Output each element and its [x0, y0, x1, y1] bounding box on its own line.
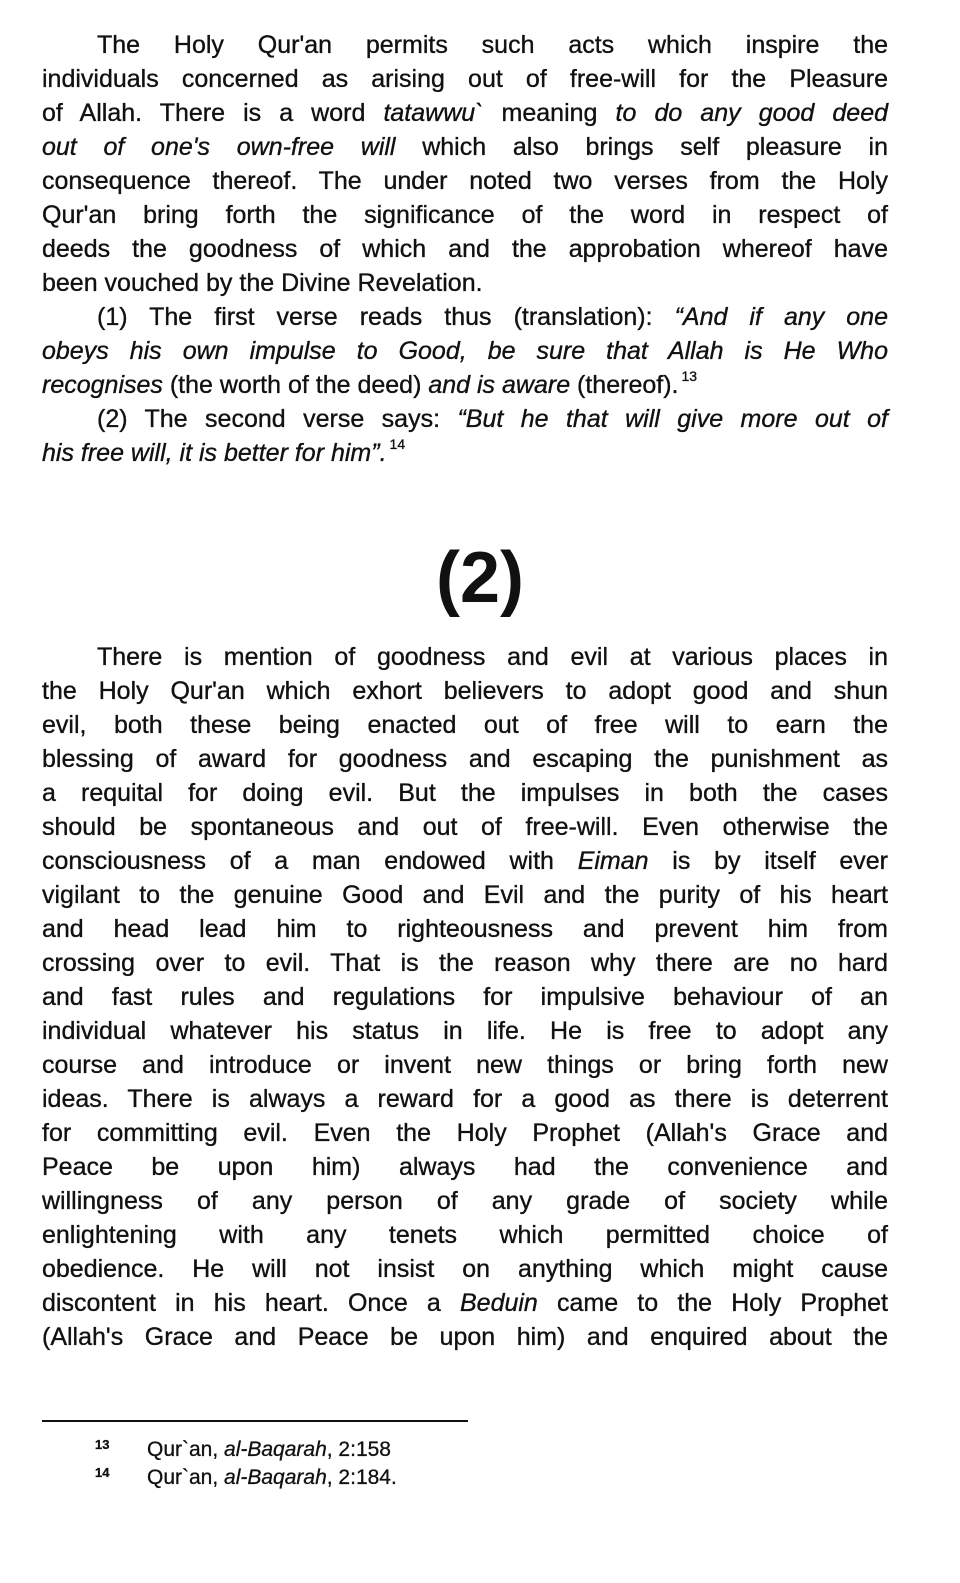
footnote-verse: , 2:158 [326, 1438, 391, 1461]
text-line [42, 640, 888, 674]
paragraph-verses [42, 28, 888, 470]
text-line [42, 844, 888, 878]
text-run: course and introduce or invent new things or bring forth new [42, 1051, 888, 1079]
footnote-surah: al-Baqarah [224, 1438, 327, 1461]
footnote-verse: , 2:184. [326, 1466, 397, 1489]
text-run: and head lead him to righteousness and prevent him from [42, 915, 888, 943]
text-run: crossing over to evil. That is the reason why there are no hard [42, 949, 888, 977]
text-line [42, 1218, 888, 1252]
section-heading: (2) [436, 538, 524, 618]
text-run: Peace be upon him) always had the convenience and [42, 1153, 888, 1181]
text-run: (Allah's Grace and Peace be upon him) and enquired about the [42, 1323, 888, 1351]
text-run: evil, both these being enacted out of free will to earn the [42, 711, 888, 739]
italic-text: “And if any one [674, 303, 888, 331]
text-line [42, 742, 888, 776]
text-line [42, 402, 888, 436]
text-line [42, 436, 888, 470]
italic-text: his free will, it is better for him”. [42, 439, 387, 467]
text-run: a requital for doing evil. But the impulses in both the cases [42, 779, 888, 807]
text-line [42, 878, 888, 912]
text-run: individual whatever his status in life. He is free to adopt any [42, 1017, 888, 1045]
text-run: came to the Holy Prophet [537, 1289, 888, 1317]
text-run: should be spontaneous and out of free-will. Even otherwise the [42, 813, 888, 841]
text-run: vigilant to the genuine Good and Evil and the purity of his heart [42, 881, 888, 909]
footnote-reference: 14 [389, 436, 406, 452]
italic-text: Eiman [577, 847, 649, 875]
text-line [42, 62, 888, 96]
footnote-reference: 13 [681, 368, 698, 384]
text-run: (the worth of the deed) [162, 371, 429, 399]
text-run: the Holy Qur'an which exhort believers to adopt good and shun [42, 677, 888, 705]
text-line [42, 130, 888, 164]
text-line [42, 1320, 888, 1354]
text-line [42, 266, 888, 300]
footnote-divider [42, 1420, 468, 1422]
text-run: (2) The second verse says: [97, 405, 458, 433]
text-line [42, 1082, 888, 1116]
text-run: which also brings self pleasure in [395, 133, 888, 161]
footnote-13 [95, 1436, 397, 1464]
text-line [42, 1048, 888, 1082]
footnotes [95, 1436, 397, 1492]
footnote-text [147, 1464, 397, 1492]
text-run: (1) The first verse reads thus (translation): [97, 303, 675, 331]
text-line [42, 96, 888, 130]
text-run: individuals concerned as arising out of free-will for the Pleasure [42, 65, 888, 93]
footnote-number: 13 [95, 1437, 110, 1452]
italic-text: Beduin [459, 1289, 538, 1317]
text-run: consciousness of a man endowed with [42, 847, 578, 875]
text-line [42, 1184, 888, 1218]
text-run: is by itself ever [648, 847, 888, 875]
text-run: ideas. There is always a reward for a good as there is deterrent [42, 1085, 888, 1113]
footnote-14 [95, 1464, 397, 1492]
text-line [42, 300, 888, 334]
footnote-number: 14 [95, 1465, 110, 1480]
text-line [42, 674, 888, 708]
text-run: There is mention of goodness and evil at various places in [97, 643, 888, 671]
text-line [42, 1014, 888, 1048]
text-run: Qur'an bring forth the significance of the word in respect of [42, 201, 888, 229]
italic-text: and is aware [428, 371, 571, 399]
text-line [42, 1252, 888, 1286]
text-run: of Allah. There is a word [42, 99, 384, 127]
text-line [42, 912, 888, 946]
text-run: and fast rules and regulations for impulsive behaviour of an [42, 983, 888, 1011]
text-run: willingness of any person of any grade of society while [42, 1187, 888, 1215]
text-line [42, 1286, 888, 1320]
text-run: obedience. He will not insist on anything which might cause [42, 1255, 888, 1283]
text-line [42, 1116, 888, 1150]
italic-text: out of one's own-free will [42, 133, 396, 161]
italic-text: recognises [42, 371, 163, 399]
footnote-source: Qur`an, [147, 1438, 225, 1461]
text-run: blessing of award for goodness and escaping the punishment as [42, 745, 888, 773]
text-line [42, 198, 888, 232]
text-run: for committing evil. Even the Holy Prophet (Allah's Grace and [42, 1119, 888, 1147]
text-line [42, 776, 888, 810]
text-line [42, 1150, 888, 1184]
italic-text: obeys his own impulse to Good, be sure that Allah is He Who [42, 337, 888, 365]
text-run: consequence thereof. The under noted two verses from the Holy [42, 167, 888, 195]
text-run: (thereof). [570, 371, 679, 399]
text-run: The Holy Qur'an permits such acts which inspire the [97, 31, 888, 59]
text-run: meaning [483, 99, 616, 127]
footnote-text [147, 1436, 391, 1464]
text-line [42, 232, 888, 266]
text-line [42, 334, 888, 368]
paragraph-goodness-evil [42, 640, 888, 1354]
text-line [42, 368, 888, 402]
text-line [42, 946, 888, 980]
text-run: deeds the goodness of which and the approbation whereof have [42, 235, 888, 263]
italic-text: “But he that will give more out of [457, 405, 888, 433]
text-line [42, 708, 888, 742]
footnote-surah: al-Baqarah [224, 1466, 327, 1489]
text-run: enlightening with any tenets which permitted choice of [42, 1221, 888, 1249]
italic-text: tatawwu` [383, 99, 484, 127]
italic-text: to do any good deed [615, 99, 889, 127]
text-line [42, 980, 888, 1014]
text-line [42, 810, 888, 844]
text-run: been vouched by the Divine Revelation. [42, 269, 483, 297]
footnote-source: Qur`an, [147, 1466, 225, 1489]
text-line [42, 164, 888, 198]
text-run: discontent in his heart. Once a [42, 1289, 460, 1317]
text-line [42, 28, 888, 62]
